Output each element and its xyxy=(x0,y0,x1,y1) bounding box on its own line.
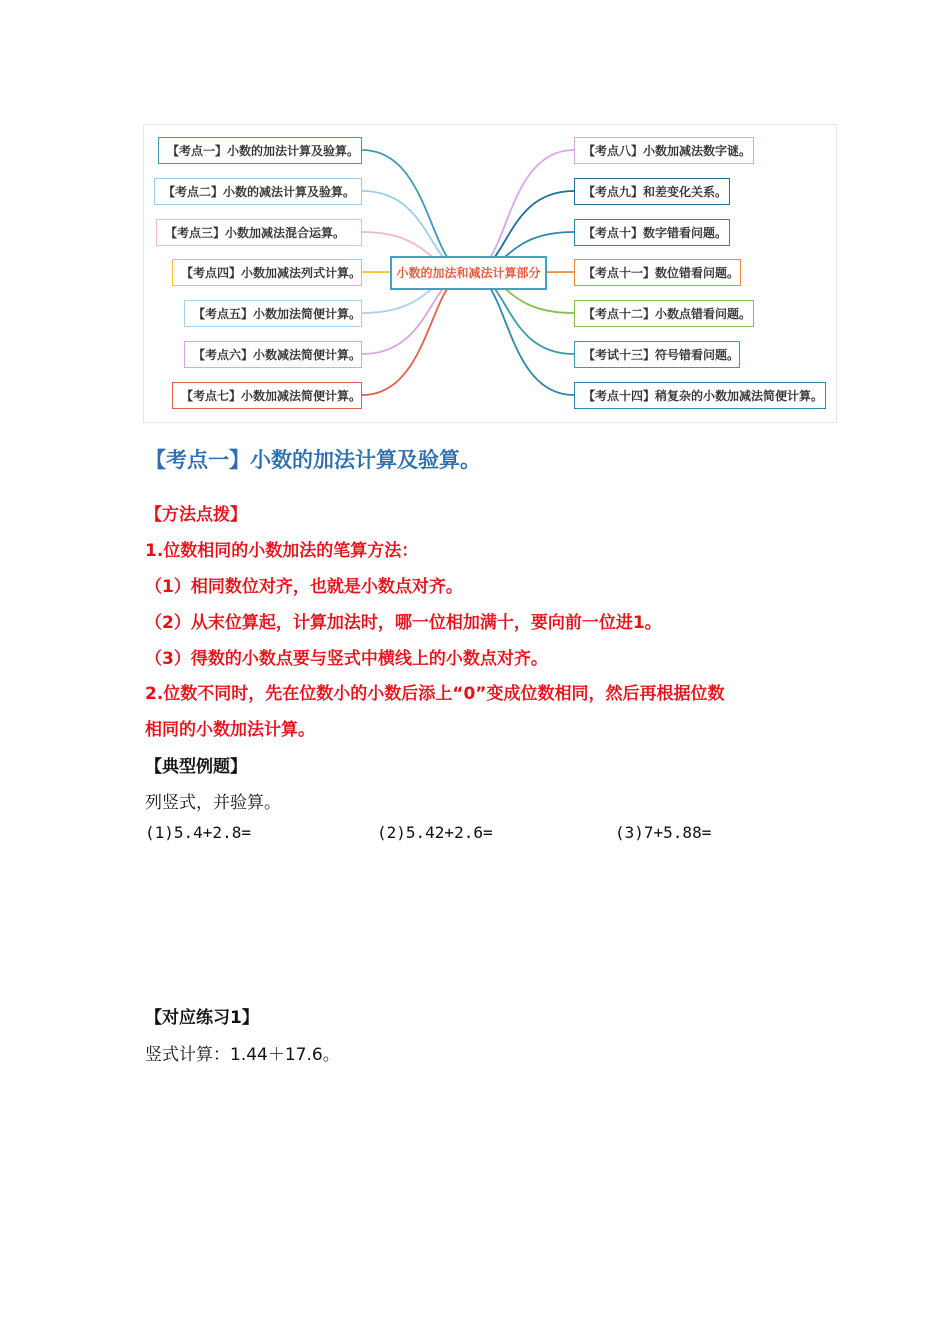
mind-map-node-left: 【考点一】小数的加法计算及验算。 xyxy=(158,137,362,164)
mind-map-node-right: 【考点九】和差变化关系。 xyxy=(574,178,730,205)
mind-map-node-right: 【考点十一】数位错看问题。 xyxy=(574,259,741,286)
mind-map-node-right: 【考点十二】小数点错看问题。 xyxy=(574,300,754,327)
mind-map-node-left: 【考点七】小数加减法简便计算。 xyxy=(172,382,362,409)
method-line-5: 2.位数不同时，先在位数小的小数后添上“0”变成位数相同，然后再根据位数 xyxy=(145,684,725,704)
mind-map-node-right: 【考点八】小数加减法数字谜。 xyxy=(574,137,754,164)
connector-line xyxy=(469,273,574,395)
method-line-2: （1）相同数位对齐，也就是小数点对齐。 xyxy=(145,577,463,597)
section-title: 【考点一】小数的加法计算及验算。 xyxy=(145,448,481,472)
example-problem-3: (3)7+5.88= xyxy=(615,823,712,842)
practice-text: 竖式计算：1.44＋17.6。 xyxy=(145,1045,340,1065)
mind-map-center: 小数的加法和减法计算部分 xyxy=(390,256,547,290)
connector-line xyxy=(362,150,469,273)
connector-line xyxy=(469,150,574,273)
example-problem-2: (2)5.42+2.6= xyxy=(377,823,493,842)
mind-map-node-left: 【考点四】小数加减法列式计算。 xyxy=(172,259,362,286)
practice-heading: 【对应练习1】 xyxy=(145,1008,259,1028)
method-line-6: 相同的小数加法计算。 xyxy=(145,720,315,740)
mind-map xyxy=(143,124,837,423)
method-heading: 【方法点拨】 xyxy=(145,505,247,525)
example-problem-1: (1)5.4+2.8= xyxy=(145,823,251,842)
connector-line xyxy=(362,273,469,395)
example-instruction: 列竖式，并验算。 xyxy=(145,793,281,813)
mind-map-node-right: 【考点十】数字错看问题。 xyxy=(574,219,730,246)
mind-map-node-right: 【考试十三】符号错看问题。 xyxy=(574,341,740,368)
mind-map-node-left: 【考点六】小数减法简便计算。 xyxy=(184,341,362,368)
method-line-4: （3）得数的小数点要与竖式中横线上的小数点对齐。 xyxy=(145,649,548,669)
mind-map-node-right: 【考点十四】稍复杂的小数加减法简便计算。 xyxy=(574,382,826,409)
example-heading: 【典型例题】 xyxy=(145,757,247,777)
method-line-3: （2）从末位算起，计算加法时，哪一位相加满十，要向前一位进1。 xyxy=(145,613,662,633)
mind-map-node-left: 【考点二】小数的减法计算及验算。 xyxy=(154,178,362,205)
method-line-1: 1.位数相同的小数加法的笔算方法： xyxy=(145,541,419,561)
mind-map-node-left: 【考点三】小数加减法混合运算。 xyxy=(156,219,362,246)
mind-map-node-left: 【考点五】小数加法简便计算。 xyxy=(184,300,362,327)
